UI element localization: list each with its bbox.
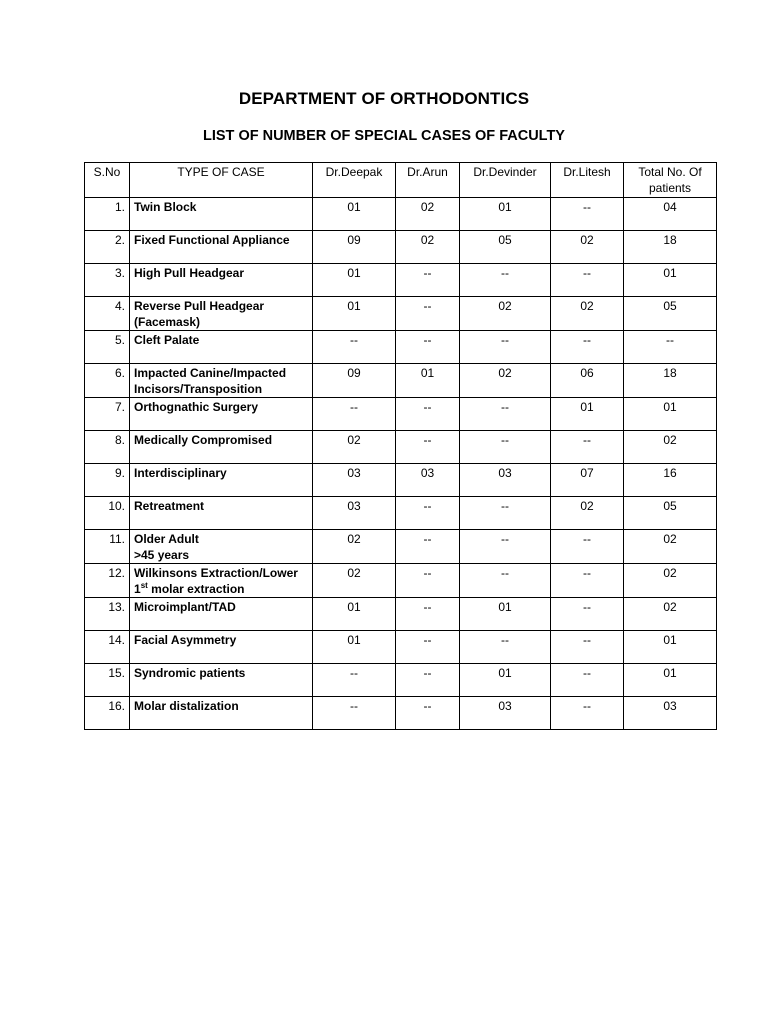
cell-dr-arun: -- [396,398,460,431]
cell-dr-litesh: 07 [551,464,624,497]
table-row [85,431,717,464]
cell-dr-deepak: 02 [313,564,396,598]
cell-dr-arun: -- [396,497,460,530]
cell-sno: 7. [85,398,130,431]
cell-dr-arun: -- [396,530,460,564]
cell-total-patients: 03 [624,697,717,730]
table-row [85,697,717,730]
header-type-of-case: TYPE OF CASE [130,163,313,198]
cell-dr-devinder: 03 [460,464,551,497]
cell-dr-arun: -- [396,697,460,730]
cell-sno: 9. [85,464,130,497]
case-type-line2-text: molar extraction [147,582,245,596]
cell-type-of-case [130,564,313,598]
table-row [85,398,717,431]
cell-type-of-case: Retreatment [130,497,313,530]
cell-total-patients: 01 [624,264,717,297]
cell-type-of-case: Medically Compromised [130,431,313,464]
cell-type-of-case: Molar distalization [130,697,313,730]
cell-dr-litesh: -- [551,664,624,697]
cell-type-of-case [130,530,313,564]
cell-dr-deepak: 03 [313,497,396,530]
cell-sno: 13. [85,598,130,631]
cell-dr-devinder: 03 [460,697,551,730]
cell-dr-deepak: -- [313,398,396,431]
cell-dr-deepak: 02 [313,431,396,464]
cell-dr-devinder: -- [460,564,551,598]
table-header-row [85,163,717,198]
cell-dr-devinder: -- [460,431,551,464]
table-row [85,464,717,497]
header-dr-arun: Dr.Arun [396,163,460,198]
header-dr-devinder: Dr.Devinder [460,163,551,198]
cell-dr-deepak: 09 [313,364,396,398]
table-row [85,497,717,530]
cell-type-of-case: Syndromic patients [130,664,313,697]
cell-total-patients: 05 [624,297,717,331]
cell-type-of-case: Impacted Canine/Impacted Incisors/Transposition [130,364,313,398]
cell-dr-devinder: 05 [460,231,551,264]
table-row [85,264,717,297]
cell-dr-arun: -- [396,631,460,664]
cell-type-of-case: Cleft Palate [130,331,313,364]
cell-dr-deepak: 09 [313,231,396,264]
cell-dr-arun: -- [396,297,460,331]
cell-total-patients: 04 [624,198,717,231]
special-cases-table [84,162,717,730]
cell-dr-deepak: -- [313,664,396,697]
header-dr-litesh: Dr.Litesh [551,163,624,198]
table-row [85,530,717,564]
cell-dr-devinder: -- [460,398,551,431]
cell-dr-arun: -- [396,331,460,364]
cell-total-patients: 01 [624,398,717,431]
cell-dr-arun: 02 [396,231,460,264]
cell-type-of-case: Facial Asymmetry [130,631,313,664]
cell-total-patients: 16 [624,464,717,497]
cell-type-of-case: Orthognathic Surgery [130,398,313,431]
table-row [85,364,717,398]
cell-dr-litesh: -- [551,530,624,564]
cell-sno: 14. [85,631,130,664]
cell-sno: 6. [85,364,130,398]
table-row [85,631,717,664]
cell-dr-deepak: 01 [313,598,396,631]
ordinal-suffix: st [140,581,148,590]
table-row [85,297,717,331]
cell-dr-arun: 03 [396,464,460,497]
ordinal-number: 1 [134,582,141,596]
cell-dr-litesh: 02 [551,497,624,530]
page-title: DEPARTMENT OF ORTHODONTICS [238,89,530,108]
cell-dr-litesh: -- [551,264,624,297]
cell-dr-deepak: 01 [313,264,396,297]
cell-sno: 15. [85,664,130,697]
header-total-patients: Total No. Of patients [624,163,717,198]
cell-sno: 2. [85,231,130,264]
cell-dr-litesh: -- [551,331,624,364]
cell-dr-arun: -- [396,431,460,464]
cell-total-patients: 01 [624,664,717,697]
cell-total-patients: 02 [624,431,717,464]
cell-sno: 4. [85,297,130,331]
cell-dr-arun: 01 [396,364,460,398]
cell-dr-litesh: -- [551,431,624,464]
cell-dr-litesh: -- [551,198,624,231]
cell-dr-deepak: 01 [313,198,396,231]
cell-type-of-case: Twin Block [130,198,313,231]
cell-dr-litesh: 06 [551,364,624,398]
cell-dr-litesh: 02 [551,231,624,264]
cell-sno: 10. [85,497,130,530]
page-subtitle: LIST OF NUMBER OF SPECIAL CASES OF FACULTY [203,128,565,144]
cell-type-of-case: Interdisciplinary [130,464,313,497]
cell-total-patients: 18 [624,364,717,398]
case-type-line1: Wilkinsons Extraction/Lower [134,566,298,580]
cell-dr-litesh: -- [551,564,624,598]
cell-total-patients: 02 [624,598,717,631]
cell-dr-devinder: -- [460,331,551,364]
table-row [85,664,717,697]
cell-dr-litesh: 01 [551,398,624,431]
cell-total-patients: -- [624,331,717,364]
table-row [85,198,717,231]
cell-type-of-case: Microimplant/TAD [130,598,313,631]
table-row [85,564,717,598]
cell-type-of-case: Fixed Functional Appliance [130,231,313,264]
case-type-line2 [134,581,308,597]
table-row [85,231,717,264]
cell-dr-deepak: 01 [313,297,396,331]
cell-sno: 5. [85,331,130,364]
cell-total-patients: 05 [624,497,717,530]
cell-dr-litesh: 02 [551,297,624,331]
cell-dr-devinder: 01 [460,198,551,231]
cell-sno: 3. [85,264,130,297]
cell-dr-arun: -- [396,598,460,631]
cell-dr-arun: -- [396,564,460,598]
cell-dr-deepak: -- [313,697,396,730]
cell-sno: 12. [85,564,130,598]
cell-dr-devinder: 01 [460,598,551,631]
cell-dr-devinder: -- [460,497,551,530]
cell-dr-arun: -- [396,664,460,697]
cell-dr-devinder: 01 [460,664,551,697]
cell-dr-devinder: 02 [460,364,551,398]
cell-type-of-case: High Pull Headgear [130,264,313,297]
table-row [85,598,717,631]
cell-total-patients: 02 [624,530,717,564]
header-sno: S.No [85,163,130,198]
cell-dr-litesh: -- [551,697,624,730]
cell-type-of-case: Reverse Pull Headgear (Facemask) [130,297,313,331]
table-body [85,198,717,730]
cell-dr-deepak: 03 [313,464,396,497]
cell-dr-devinder: -- [460,530,551,564]
cell-dr-arun: -- [396,264,460,297]
cell-dr-arun: 02 [396,198,460,231]
cell-total-patients: 01 [624,631,717,664]
cell-sno: 16. [85,697,130,730]
cell-dr-devinder: 02 [460,297,551,331]
cell-sno: 1. [85,198,130,231]
case-type-line2: >45 years [134,548,190,562]
cell-total-patients: 18 [624,231,717,264]
table-row [85,331,717,364]
cell-total-patients: 02 [624,564,717,598]
cell-sno: 11. [85,530,130,564]
case-type-line1: Older Adult [134,532,199,546]
cell-dr-litesh: -- [551,631,624,664]
cell-dr-deepak: 01 [313,631,396,664]
cell-sno: 8. [85,431,130,464]
cell-dr-litesh: -- [551,598,624,631]
header-dr-deepak: Dr.Deepak [313,163,396,198]
cell-dr-deepak: -- [313,331,396,364]
cell-dr-devinder: -- [460,631,551,664]
cell-dr-deepak: 02 [313,530,396,564]
cell-dr-devinder: -- [460,264,551,297]
